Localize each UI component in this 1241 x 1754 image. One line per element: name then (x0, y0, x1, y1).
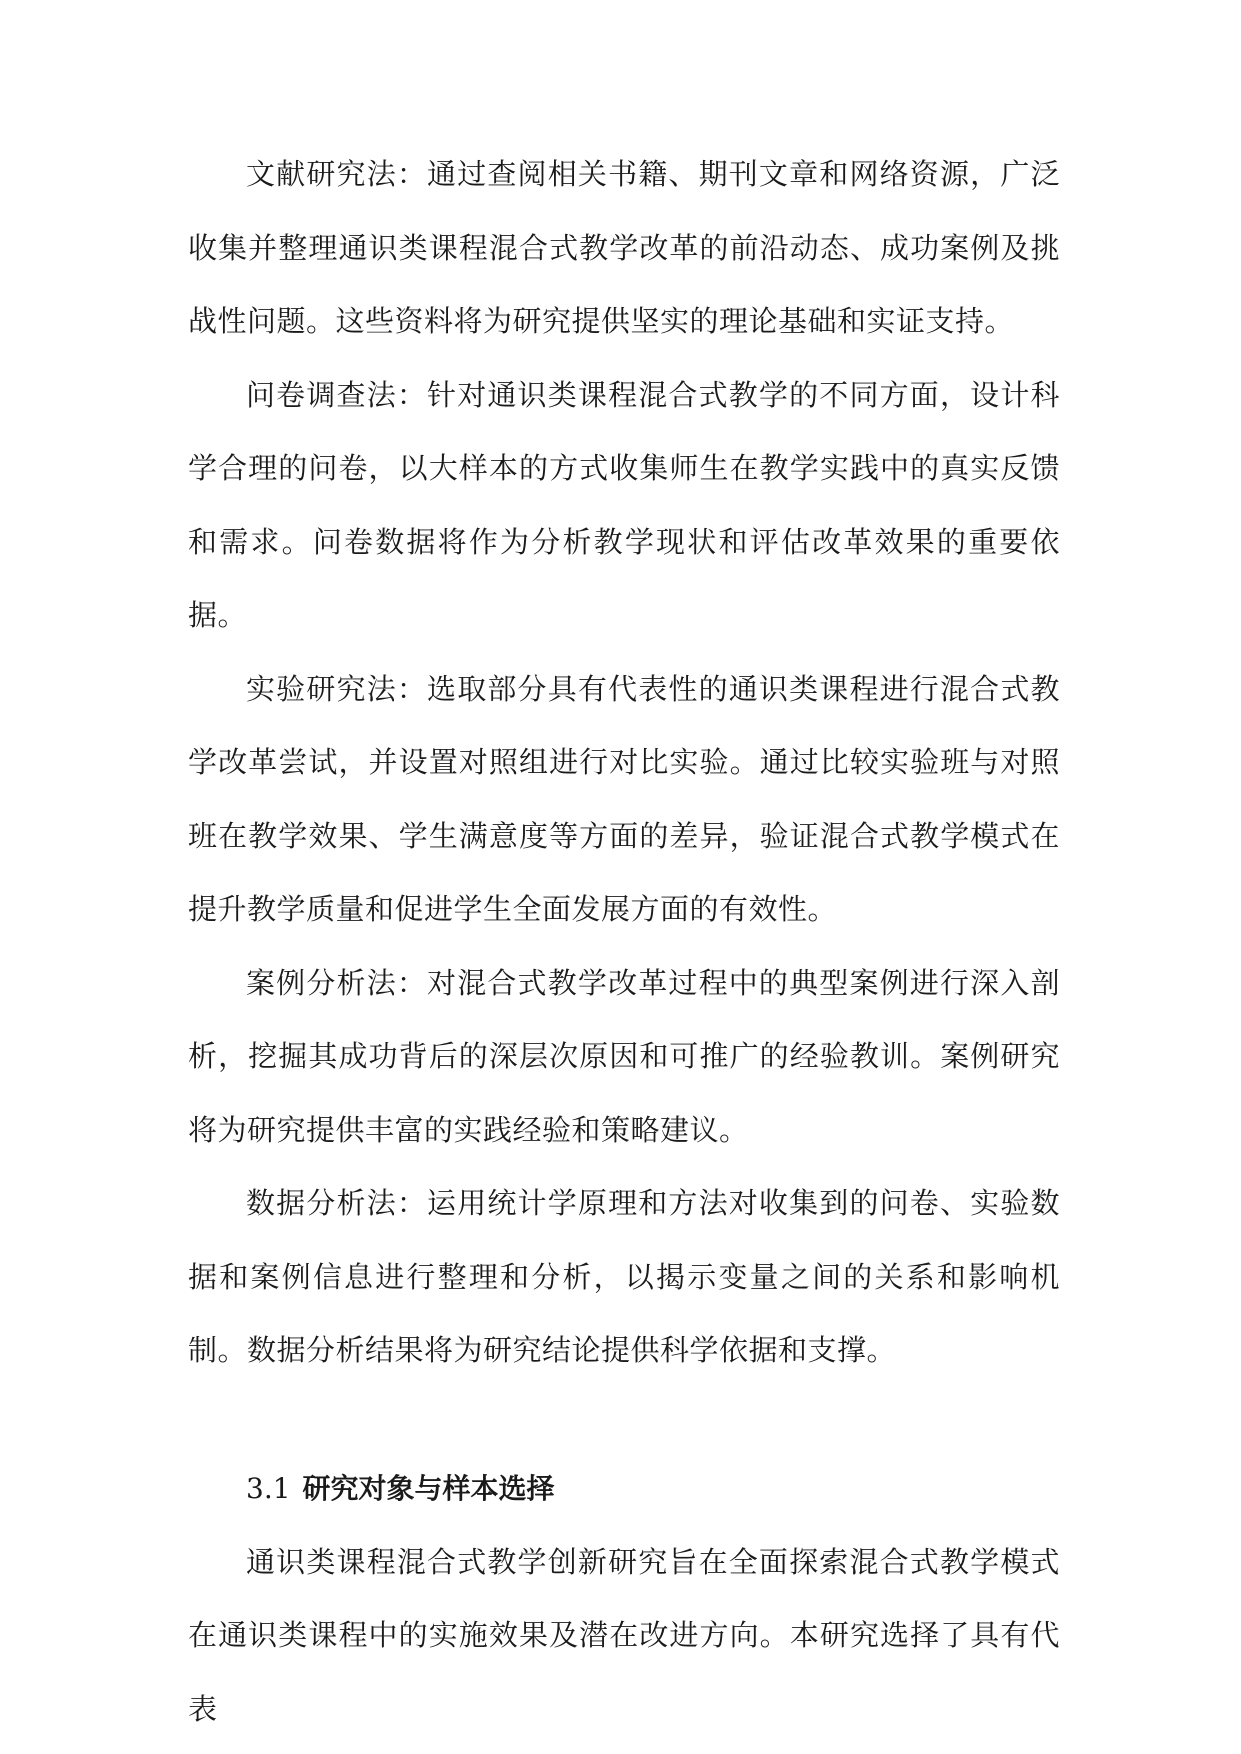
paragraph-literature-research: 文献研究法：通过查阅相关书籍、期刊文章和网络资源，广泛收集并整理通识类课程混合式教学改革的前沿动态、成功案例及挑战性问题。这些资料将为研究提供坚实的理论基础和实证支持。 (188, 157, 1060, 338)
paragraph-section-intro: 通识类课程混合式教学创新研究旨在全面探索混合式教学模式在通识类课程中的实施效果及潜在改进方向。本研究选择了具有代表 (188, 1544, 1060, 1726)
section-number: 3.1 (246, 1471, 291, 1505)
paragraph-data-analysis: 数据分析法：运用统计学原理和方法对收集到的问卷、实验数据和案例信息进行整理和分析，以揭示变量之间的关系和影响机制。数据分析结果将为研究结论提供科学依据和支撑。 (188, 1186, 1060, 1367)
section-title: 研究对象与样本选择 (302, 1471, 555, 1505)
paragraph-experimental-research: 实验研究法：选取部分具有代表性的通识类课程进行混合式教学改革尝试，并设置对照组进行对比实验。通过比较实验班与对照班在教学效果、学生满意度等方面的差异，验证混合式教学模式在提升教学质量和促进学生全面发展方面的有效性。 (188, 671, 1060, 926)
section-heading (188, 1452, 1060, 1526)
paragraph-questionnaire-survey: 问卷调查法：针对通识类课程混合式教学的不同方面，设计科学合理的问卷，以大样本的方式收集师生在教学实践中的真实反馈和需求。问卷数据将作为分析教学现状和评估改革效果的重要依据。 (188, 377, 1060, 632)
document-body (188, 138, 1060, 1746)
paragraph-case-analysis: 案例分析法：对混合式教学改革过程中的典型案例进行深入剖析，挖掘其成功背后的深层次原因和可推广的经验教训。案例研究将为研究提供丰富的实践经验和策略建议。 (188, 965, 1060, 1147)
